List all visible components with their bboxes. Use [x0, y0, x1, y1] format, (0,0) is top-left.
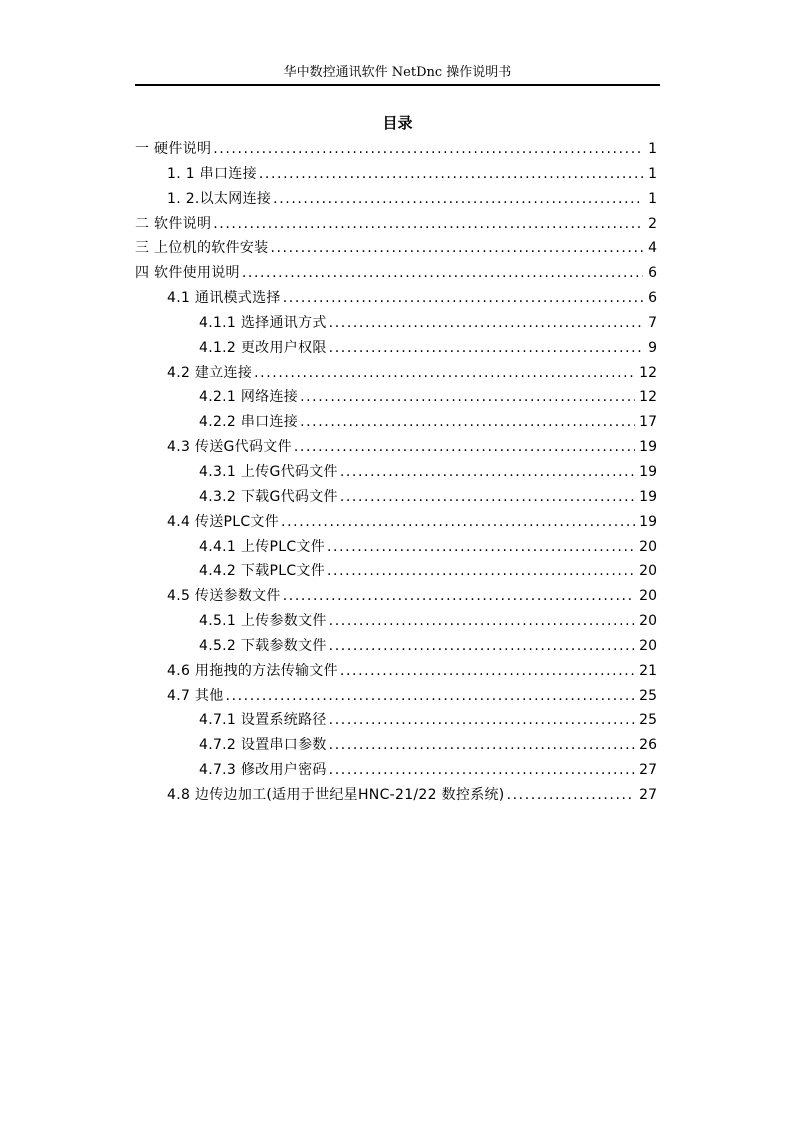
toc-entry[interactable] [135, 708, 657, 733]
toc-entry-page-number: 27 [639, 786, 657, 803]
toc-entry-label: 三 上位机的软件安装 [135, 240, 269, 257]
toc-entry-page-number: 19 [639, 513, 657, 530]
toc-heading: 目录 [382, 114, 413, 132]
toc-entry-page-number: 25 [639, 687, 657, 704]
toc-entry-page-number: 17 [639, 414, 657, 431]
toc-dot-leader [273, 187, 643, 212]
toc-entry[interactable] [135, 361, 657, 386]
toc-entry[interactable] [135, 187, 657, 212]
toc-entry[interactable] [135, 336, 657, 361]
toc-entry-label: 4.4.2 下载PLC文件 [199, 563, 325, 580]
toc-entry-label: 二 软件说明 [135, 215, 212, 232]
toc-dot-leader [213, 212, 643, 237]
toc-entry[interactable] [135, 535, 657, 560]
toc-entry[interactable] [135, 460, 657, 485]
toc-entry-page-number: 20 [639, 637, 657, 654]
toc-entry-label: 4.1.2 更改用户权限 [199, 339, 327, 356]
toc-entry[interactable] [135, 758, 657, 783]
toc-entry-label: 4.2.1 网络连接 [199, 389, 299, 406]
toc-entry-page-number: 19 [639, 439, 657, 456]
toc-entry-label: 4.7 其他 [167, 687, 224, 704]
toc-entry-page-number: 6 [648, 265, 657, 282]
toc-entry-page-number: 20 [639, 538, 657, 555]
toc-entry-page-number: 1 [648, 165, 657, 182]
toc-entry-label: 4.5 传送参数文件 [167, 588, 281, 605]
toc-entry[interactable] [135, 261, 657, 286]
toc-dot-leader [242, 261, 643, 286]
toc-dot-leader [283, 584, 635, 609]
toc-entry[interactable] [135, 212, 657, 237]
toc-entry-page-number: 1 [648, 190, 657, 207]
toc-entry-page-number: 7 [648, 314, 657, 331]
toc-dot-leader [300, 410, 635, 435]
document-header-title: 华中数控通讯软件 NetDnc 操作说明书 [283, 65, 512, 80]
toc-entry[interactable] [135, 137, 657, 162]
toc-entry-label: 4.5.2 下载参数文件 [199, 637, 327, 654]
toc-dot-leader [270, 236, 643, 261]
toc-entry-page-number: 4 [648, 240, 657, 257]
toc-entry-label: 4.4.1 上传PLC文件 [199, 538, 325, 555]
toc-dot-leader [329, 311, 643, 336]
toc-entry-page-number: 19 [639, 463, 657, 480]
toc-entry-label: 4.3.1 上传G代码文件 [199, 463, 338, 480]
toc-dot-leader [329, 609, 636, 634]
toc-entry-page-number: 1 [648, 141, 657, 157]
toc-dot-leader [340, 659, 635, 684]
toc-entry[interactable] [135, 485, 657, 510]
toc-entry-page-number: 19 [639, 488, 657, 505]
toc-entry-page-number: 20 [639, 613, 657, 630]
toc-entry-label: 4.3 传送G代码文件 [167, 439, 292, 456]
toc-entry[interactable] [135, 236, 657, 261]
toc-entry[interactable] [135, 584, 657, 609]
toc-entry[interactable] [135, 559, 657, 584]
toc-entry-page-number: 9 [648, 339, 657, 356]
toc-entry-page-number: 20 [639, 588, 657, 605]
toc-dot-leader [329, 758, 636, 783]
toc-entry[interactable] [135, 311, 657, 336]
toc-entry-label: 4.5.1 上传参数文件 [199, 613, 327, 630]
toc-dot-leader [259, 162, 643, 187]
toc-dot-leader [329, 336, 643, 361]
toc-entry-label: 1. 2.以太网连接 [167, 190, 272, 207]
toc-entry[interactable] [135, 783, 657, 808]
toc-dot-leader [329, 708, 636, 733]
toc-dot-leader [300, 385, 635, 410]
toc-entry-page-number: 12 [639, 364, 657, 381]
toc-entry-label: 4.1.1 选择通讯方式 [199, 314, 327, 331]
toc-entry-page-number: 26 [639, 737, 657, 754]
toc-entry[interactable] [135, 435, 657, 460]
toc-entry-page-number: 25 [639, 712, 657, 729]
toc-dot-leader [507, 783, 636, 808]
toc-entry[interactable] [135, 410, 657, 435]
toc-entry-label: 4.7.3 修改用户密码 [199, 762, 327, 779]
toc-entry[interactable] [135, 385, 657, 410]
toc-entry[interactable] [135, 659, 657, 684]
toc-entry-label: 4.6 用拖拽的方法传输文件 [167, 662, 338, 679]
toc-entry-label: 四 软件使用说明 [135, 265, 240, 282]
toc-dot-leader [294, 435, 635, 460]
toc-dot-leader [226, 684, 636, 709]
toc-entry-label: 4.8 边传边加工(适用于世纪星HNC-21/22 数控系统) [167, 786, 505, 803]
toc-dot-leader [340, 485, 635, 510]
toc-dot-leader [281, 510, 635, 535]
toc-dot-leader [327, 559, 635, 584]
toc-entry[interactable] [135, 510, 657, 535]
toc-entry-label: 4.4 传送PLC文件 [167, 513, 280, 530]
table-of-contents [135, 137, 657, 808]
toc-entry-label: 4.2 建立连接 [167, 364, 253, 381]
header-divider [135, 84, 660, 86]
toc-entry[interactable] [135, 684, 657, 709]
toc-entry-page-number: 12 [639, 389, 657, 406]
toc-entry-label: 4.7.1 设置系统路径 [199, 712, 327, 729]
toc-dot-leader [329, 733, 636, 758]
toc-entry-page-number: 20 [639, 563, 657, 580]
toc-dot-leader [329, 634, 636, 659]
toc-entry-label: 1. 1 串口连接 [167, 165, 257, 182]
toc-entry[interactable] [135, 162, 657, 187]
toc-dot-leader [283, 286, 643, 311]
toc-entry-page-number: 21 [639, 662, 657, 679]
toc-entry-label: 4.2.2 串口连接 [199, 414, 299, 431]
toc-entry-page-number: 6 [648, 290, 657, 307]
toc-entry-label: 4.7.2 设置串口参数 [199, 737, 327, 754]
toc-entry[interactable] [135, 634, 657, 659]
toc-dot-leader [254, 361, 635, 386]
toc-entry-label: 一 硬件说明 [135, 141, 212, 157]
toc-dot-leader [327, 535, 635, 560]
toc-entry[interactable] [135, 609, 657, 634]
toc-entry-page-number: 27 [639, 762, 657, 779]
toc-entry[interactable] [135, 733, 657, 758]
toc-entry-label: 4.3.2 下载G代码文件 [199, 488, 338, 505]
toc-entry-page-number: 2 [648, 215, 657, 232]
toc-entry-label: 4.1 通讯模式选择 [167, 290, 281, 307]
toc-dot-leader [340, 460, 635, 485]
toc-entry[interactable] [135, 286, 657, 311]
toc-dot-leader [213, 137, 643, 162]
